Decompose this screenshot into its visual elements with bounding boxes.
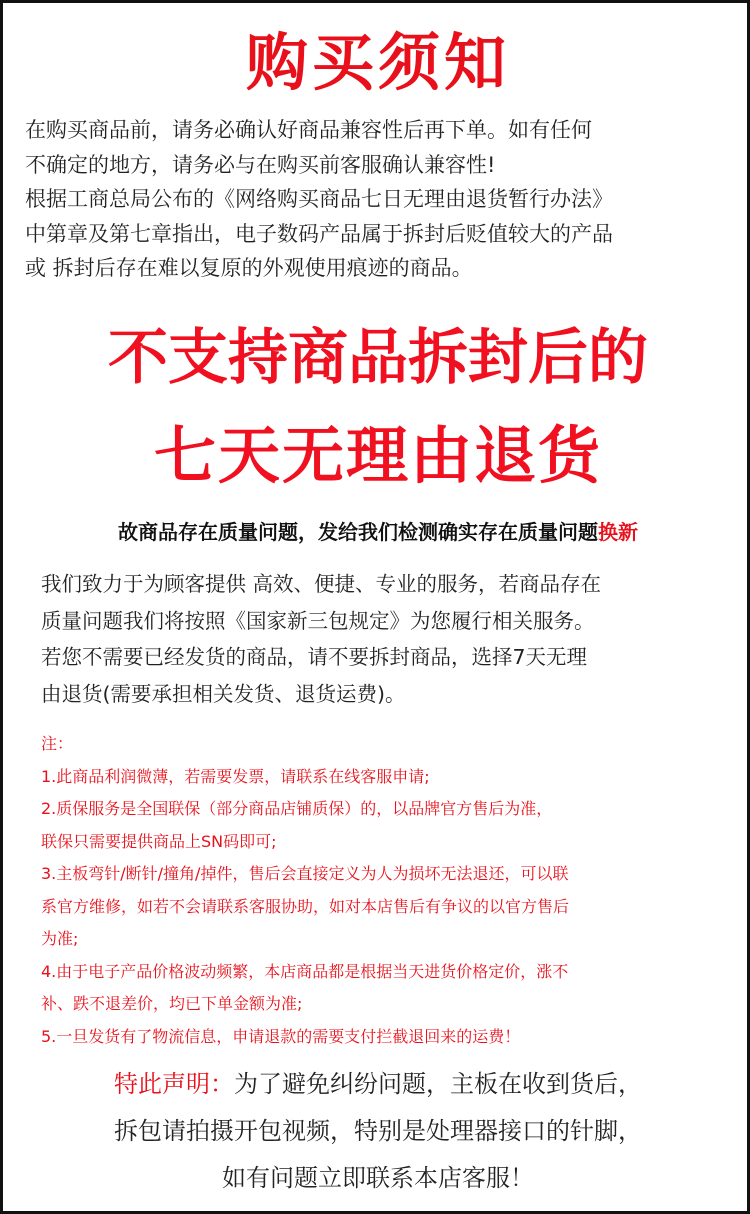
service-line: 我们致力于为顾客提供 高效、便捷、专业的服务，若商品存在 bbox=[41, 572, 602, 596]
note-item: 3.主板弯针/断针/撞角/掉件，售后会直接定义为人为损坏无法退还，可以联 bbox=[41, 864, 569, 883]
note-item: 2.质保服务是全国联保（部分商品店铺质保）的，以品牌官方售后为准， bbox=[41, 799, 553, 818]
note-item: 联保只需要提供商品上SN码即可; bbox=[41, 831, 277, 851]
statement-line bbox=[3, 1061, 750, 1108]
note-item: 补、跌不退差价，均已下单金额为准; bbox=[41, 994, 303, 1013]
headline-line-2: 七天无理由退货 bbox=[153, 419, 602, 492]
note-item: 5.一旦发货有了物流信息，申请退款的需要支付拦截退回来的运费！ bbox=[41, 1026, 521, 1046]
notes-list bbox=[41, 728, 731, 1053]
statement-text: 为了避免纠纷问题，主板在收到货后， bbox=[234, 1070, 642, 1098]
intro-line: 不确定的地方，请务必与在购买前客服确认兼容性! bbox=[25, 152, 496, 177]
intro-line: 在购买商品前，请务必确认好商品兼容性后再下单。如有任何 bbox=[25, 118, 592, 142]
service-paragraph bbox=[41, 566, 731, 712]
notes-heading: 注： bbox=[41, 734, 74, 753]
note-item: 1.此商品利润微薄，若需要发票，请联系在线客服申请; bbox=[41, 766, 430, 786]
service-line: 质量问题我们将按照《国家新三包规定》为您履行相关服务。 bbox=[41, 608, 595, 633]
page-title: 购买须知 bbox=[245, 26, 510, 99]
note-item: 系官方维修，如若不会请联系客服协助，如对本店售后有争议的以官方售后 bbox=[41, 896, 570, 916]
intro-paragraph bbox=[25, 113, 733, 286]
intro-line: 根据工商总局公布的《网络购买商品七日无理由退货暂行办法》 bbox=[25, 187, 613, 211]
special-statement bbox=[3, 1061, 750, 1202]
service-line: 若您不需要已经发货的商品，请不要拆封商品，选择7天无理 bbox=[41, 645, 588, 669]
statement-line: 如有问题立即联系本店客服！ bbox=[222, 1164, 534, 1192]
quality-statement bbox=[3, 515, 750, 549]
quality-highlight: 换新 bbox=[598, 520, 638, 544]
intro-line: 中第章及第七章指出，电子数码产品属于拆封后贬值较大的产品 bbox=[25, 221, 613, 246]
statement-line: 拆包请拍摄开包视频，特别是处理器接口的针脚， bbox=[114, 1117, 642, 1145]
note-item: 为准; bbox=[41, 929, 79, 948]
statement-label: 特此声明： bbox=[114, 1070, 234, 1098]
intro-line: 或 拆封后存在难以复原的外观使用痕迹的商品。 bbox=[25, 256, 473, 280]
note-item: 4.由于电子产品价格波动频繁，本店商品都是根据当天进货价格定价，涨不 bbox=[41, 961, 569, 981]
headline-line-1: 不支持商品拆封后的 bbox=[108, 323, 648, 393]
quality-text: 故商品存在质量问题，发给我们检测确实存在质量问题 bbox=[118, 520, 598, 544]
service-line: 由退货(需要承担相关发货、退货运费)。 bbox=[41, 681, 406, 706]
